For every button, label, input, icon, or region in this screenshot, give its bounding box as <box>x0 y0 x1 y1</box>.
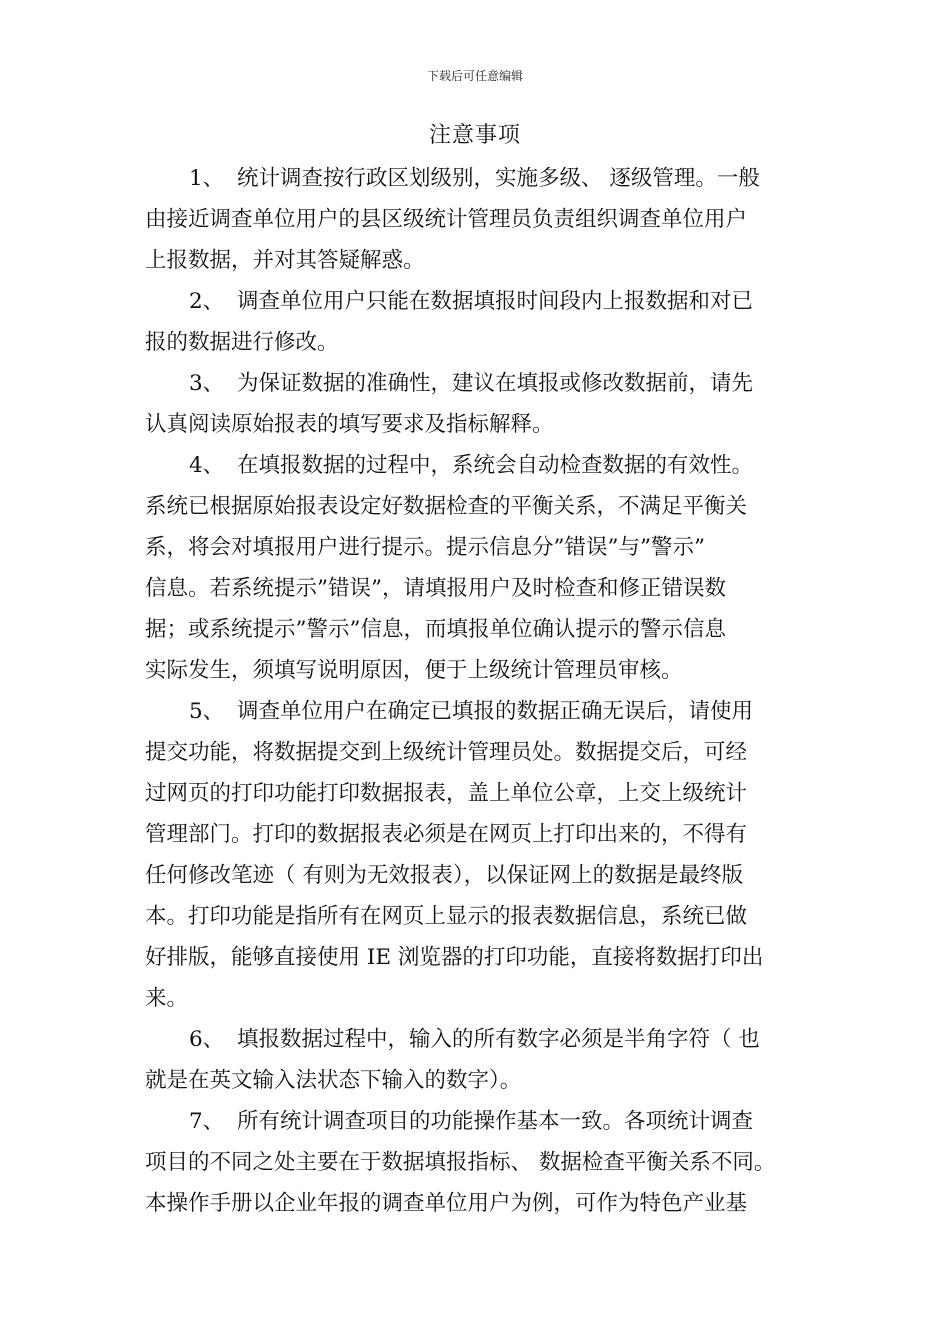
page-header-note: 下载后可任意编辑 <box>426 69 523 83</box>
paragraph-number: 7、 <box>189 1109 225 1134</box>
paragraph-text: 来。 <box>145 986 189 1011</box>
paragraph-number: 3、 <box>189 371 225 396</box>
paragraph-text: 填报数据过程中，输入的所有数字必须是半角字符（ 也 <box>237 1027 760 1052</box>
paragraph-text: 系，将会对填报用户进行提示。提示信息分”错误”与”警示” <box>145 535 705 560</box>
paragraph-line <box>145 527 813 568</box>
paragraph-line <box>145 855 813 896</box>
document-title: 注意事项 <box>428 123 521 148</box>
paragraph-text: 所有统计调查项目的功能操作基本一致。各项统计调查 <box>237 1109 754 1134</box>
paragraph-text: 统计调查按行政区划级别，实施多级、 逐级管理。一般 <box>237 166 760 191</box>
paragraph-line <box>145 1142 813 1183</box>
paragraph-text: 管理部门。打印的数据报表必须是在网页上打印出来的，不得有 <box>145 822 748 847</box>
paragraph-line <box>145 650 813 691</box>
paragraph-text: 提交功能，将数据提交到上级统计管理员处。数据提交后，可经 <box>145 740 748 765</box>
paragraph-text: 调查单位用户只能在数据填报时间段内上报数据和对已 <box>237 289 754 314</box>
paragraph-text: 据；或系统提示”警示”信息，而填报单位确认提示的警示信息 <box>145 617 726 642</box>
paragraph-text: 信息。若系统提示”错误”，请填报用户及时检查和修正错误数 <box>145 576 726 601</box>
paragraph-number: 5、 <box>189 699 225 724</box>
paragraph-text: 本操作手册以企业年报的调查单位用户为例，可作为特色产业基 <box>145 1191 748 1216</box>
paragraph-text: 由接近调查单位用户的县区级统计管理员负责组织调查单位用户 <box>145 207 748 232</box>
paragraph-text: 项目的不同之处主要在于数据填报指标、 数据检查平衡关系不同。 <box>145 1150 776 1175</box>
paragraph-line <box>145 814 813 855</box>
paragraph-line <box>145 568 813 609</box>
paragraph-text: 调查单位用户在确定已填报的数据正确无误后，请使用 <box>237 699 754 724</box>
paragraph-number: 6、 <box>189 1027 225 1052</box>
paragraph-number: 2、 <box>189 289 225 314</box>
paragraph-line <box>145 1183 813 1224</box>
paragraph-text: 本。打印功能是指所有在网页上显示的报表数据信息，系统已做 <box>145 904 748 929</box>
paragraph-text: 好排版，能够直接使用 IE 浏览器的打印功能，直接将数据打印出 <box>145 945 764 970</box>
paragraph-number: 4、 <box>189 453 225 478</box>
paragraph-line <box>145 609 813 650</box>
document-body <box>145 158 813 1224</box>
paragraph-first-line <box>145 691 813 732</box>
paragraph-line <box>145 199 813 240</box>
paragraph-text: 认真阅读原始报表的填写要求及指标解释。 <box>145 412 554 437</box>
paragraph-first-line <box>145 445 813 486</box>
paragraph-line <box>145 322 813 363</box>
paragraph-text: 过网页的打印功能打印数据报表，盖上单位公章，上交上级统计 <box>145 781 748 806</box>
paragraph-line <box>145 978 813 1019</box>
paragraph-first-line <box>145 1019 813 1060</box>
paragraph-line <box>145 240 813 281</box>
paragraph-text: 任何修改笔迹（ 有则为无效报表），以保证网上的数据是最终版 <box>145 863 744 888</box>
paragraph-number: 1、 <box>189 166 225 191</box>
paragraph-text: 实际发生，须填写说明原因，便于上级统计管理员审核。 <box>145 658 683 683</box>
paragraph-first-line <box>145 158 813 199</box>
paragraph-line <box>145 896 813 937</box>
paragraph-first-line <box>145 363 813 404</box>
paragraph-line <box>145 773 813 814</box>
paragraph-text: 系统已根据原始报表设定好数据检查的平衡关系，不满足平衡关 <box>145 494 748 519</box>
paragraph-text: 上报数据，并对其答疑解惑。 <box>145 248 425 273</box>
paragraph-line <box>145 937 813 978</box>
paragraph-text: 报的数据进行修改。 <box>145 330 339 355</box>
paragraph-line <box>145 404 813 445</box>
paragraph-line <box>145 732 813 773</box>
paragraph-text: 就是在英文输入法状态下输入的数字）。 <box>145 1068 522 1093</box>
paragraph-line <box>145 486 813 527</box>
paragraph-line <box>145 1060 813 1101</box>
paragraph-first-line <box>145 1101 813 1142</box>
paragraph-text: 在填报数据的过程中，系统会自动检查数据的有效性。 <box>237 453 754 478</box>
paragraph-first-line <box>145 281 813 322</box>
paragraph-text: 为保证数据的准确性，建议在填报或修改数据前，请先 <box>237 371 754 396</box>
